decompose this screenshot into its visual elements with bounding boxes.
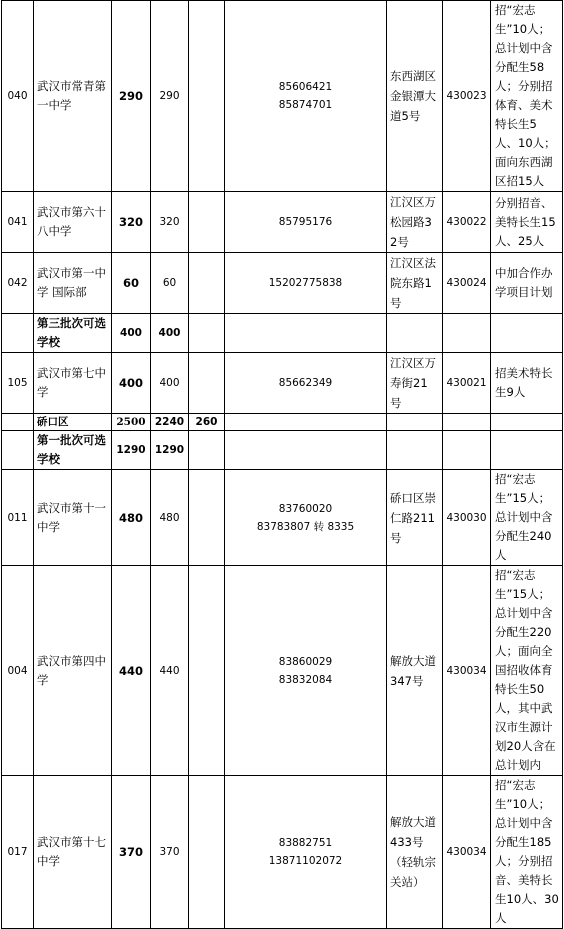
postcode <box>443 431 491 470</box>
total-plan: 480 <box>112 470 151 566</box>
remark: 招“宏志生”10人；总计划中含分配生185人；分别招音、美特长生10人、30人 <box>491 776 563 929</box>
phone <box>225 431 387 470</box>
phone: 85795176 <box>225 192 387 253</box>
address: 东西湖区金银潭大道5号 <box>387 1 443 192</box>
total-plan: 400 <box>112 353 151 414</box>
address <box>387 431 443 470</box>
phone: 83882751 13871102072 <box>225 776 387 929</box>
postcode: 430023 <box>443 1 491 192</box>
total-plan: 60 <box>112 253 151 314</box>
total-plan: 290 <box>112 1 151 192</box>
address: 江汉区万寿街21号 <box>387 353 443 414</box>
plan-batch-2 <box>189 470 225 566</box>
plan-batch-1: 290 <box>151 1 189 192</box>
plan-batch-1: 400 <box>151 314 189 353</box>
remark: 招“宏志生”15人；总计划中含分配生240人 <box>491 470 563 566</box>
remark: 分别招音、美特长生15人、25人 <box>491 192 563 253</box>
school-code: 011 <box>2 470 34 566</box>
school-name: 武汉市第四中学 <box>34 566 112 776</box>
postcode <box>443 414 491 431</box>
table-row <box>2 414 563 431</box>
school-name: 武汉市第十七中学 <box>34 776 112 929</box>
total-plan: 400 <box>112 314 151 353</box>
school-code: 105 <box>2 353 34 414</box>
school-name: 武汉市第十一中学 <box>34 470 112 566</box>
table-row <box>2 1 563 192</box>
plan-batch-1: 400 <box>151 353 189 414</box>
plan-batch-1: 2240 <box>151 414 189 431</box>
address <box>387 314 443 353</box>
table-row <box>2 776 563 929</box>
school-name: 武汉市第一中学 国际部 <box>34 253 112 314</box>
school-code: 017 <box>2 776 34 929</box>
remark: 招美术特长生9人 <box>491 353 563 414</box>
postcode: 430034 <box>443 776 491 929</box>
address: 硚口区崇仁路211号 <box>387 470 443 566</box>
plan-batch-2 <box>189 431 225 470</box>
postcode: 430030 <box>443 470 491 566</box>
school-code: 040 <box>2 1 34 192</box>
remark: 招“宏志生”10人；总计划中含分配生58人；分别招体育、美术特长生5人、10人；面向东西湖区招15人 <box>491 1 563 192</box>
plan-batch-1: 60 <box>151 253 189 314</box>
postcode: 430022 <box>443 192 491 253</box>
batch-heading: 第一批次可选学校 <box>34 431 112 470</box>
table-row <box>2 470 563 566</box>
table-row <box>2 253 563 314</box>
plan-batch-1: 480 <box>151 470 189 566</box>
district-heading: 硚口区 <box>34 414 112 431</box>
phone <box>225 314 387 353</box>
total-plan: 320 <box>112 192 151 253</box>
address <box>387 414 443 431</box>
table-row <box>2 314 563 353</box>
plan-batch-2 <box>189 314 225 353</box>
plan-batch-2 <box>189 776 225 929</box>
plan-batch-1: 370 <box>151 776 189 929</box>
batch-heading: 第三批次可选学校 <box>34 314 112 353</box>
remark: 招“宏志生”15人；总计划中含分配生220人；面向全国招收体育特长生50人，其中武汉市生源计划20人含在总计划内 <box>491 566 563 776</box>
school-name: 武汉市常青第一中学 <box>34 1 112 192</box>
school-name: 武汉市第七中学 <box>34 353 112 414</box>
table-row <box>2 431 563 470</box>
plan-batch-1: 320 <box>151 192 189 253</box>
total-plan: 370 <box>112 776 151 929</box>
postcode: 430034 <box>443 566 491 776</box>
total-plan: 2500 <box>112 414 151 431</box>
plan-batch-2 <box>189 1 225 192</box>
school-code <box>2 314 34 353</box>
remark: 中加合作办学项目计划 <box>491 253 563 314</box>
remark <box>491 431 563 470</box>
table-row <box>2 353 563 414</box>
remark <box>491 314 563 353</box>
total-plan: 440 <box>112 566 151 776</box>
school-admission-table <box>1 0 563 929</box>
school-name: 武汉市第六十八中学 <box>34 192 112 253</box>
plan-batch-2: 260 <box>189 414 225 431</box>
phone: 85606421 85874701 <box>225 1 387 192</box>
address: 江汉区万松园路32号 <box>387 192 443 253</box>
plan-batch-2 <box>189 253 225 314</box>
phone: 15202775838 <box>225 253 387 314</box>
school-code: 041 <box>2 192 34 253</box>
table-row <box>2 566 563 776</box>
address: 江汉区法院东路1号 <box>387 253 443 314</box>
school-code: 042 <box>2 253 34 314</box>
phone: 85662349 <box>225 353 387 414</box>
postcode <box>443 314 491 353</box>
address: 解放大道433号（轻轨宗关站） <box>387 776 443 929</box>
plan-batch-1: 440 <box>151 566 189 776</box>
postcode: 430024 <box>443 253 491 314</box>
school-code <box>2 431 34 470</box>
plan-batch-2 <box>189 353 225 414</box>
postcode: 430021 <box>443 353 491 414</box>
school-code: 004 <box>2 566 34 776</box>
table-row <box>2 192 563 253</box>
phone <box>225 414 387 431</box>
total-plan: 1290 <box>112 431 151 470</box>
plan-batch-2 <box>189 192 225 253</box>
address: 解放大道347号 <box>387 566 443 776</box>
plan-batch-1: 1290 <box>151 431 189 470</box>
remark <box>491 414 563 431</box>
plan-batch-2 <box>189 566 225 776</box>
phone: 83760020 83783807 转 8335 <box>225 470 387 566</box>
school-code <box>2 414 34 431</box>
phone: 83860029 83832084 <box>225 566 387 776</box>
